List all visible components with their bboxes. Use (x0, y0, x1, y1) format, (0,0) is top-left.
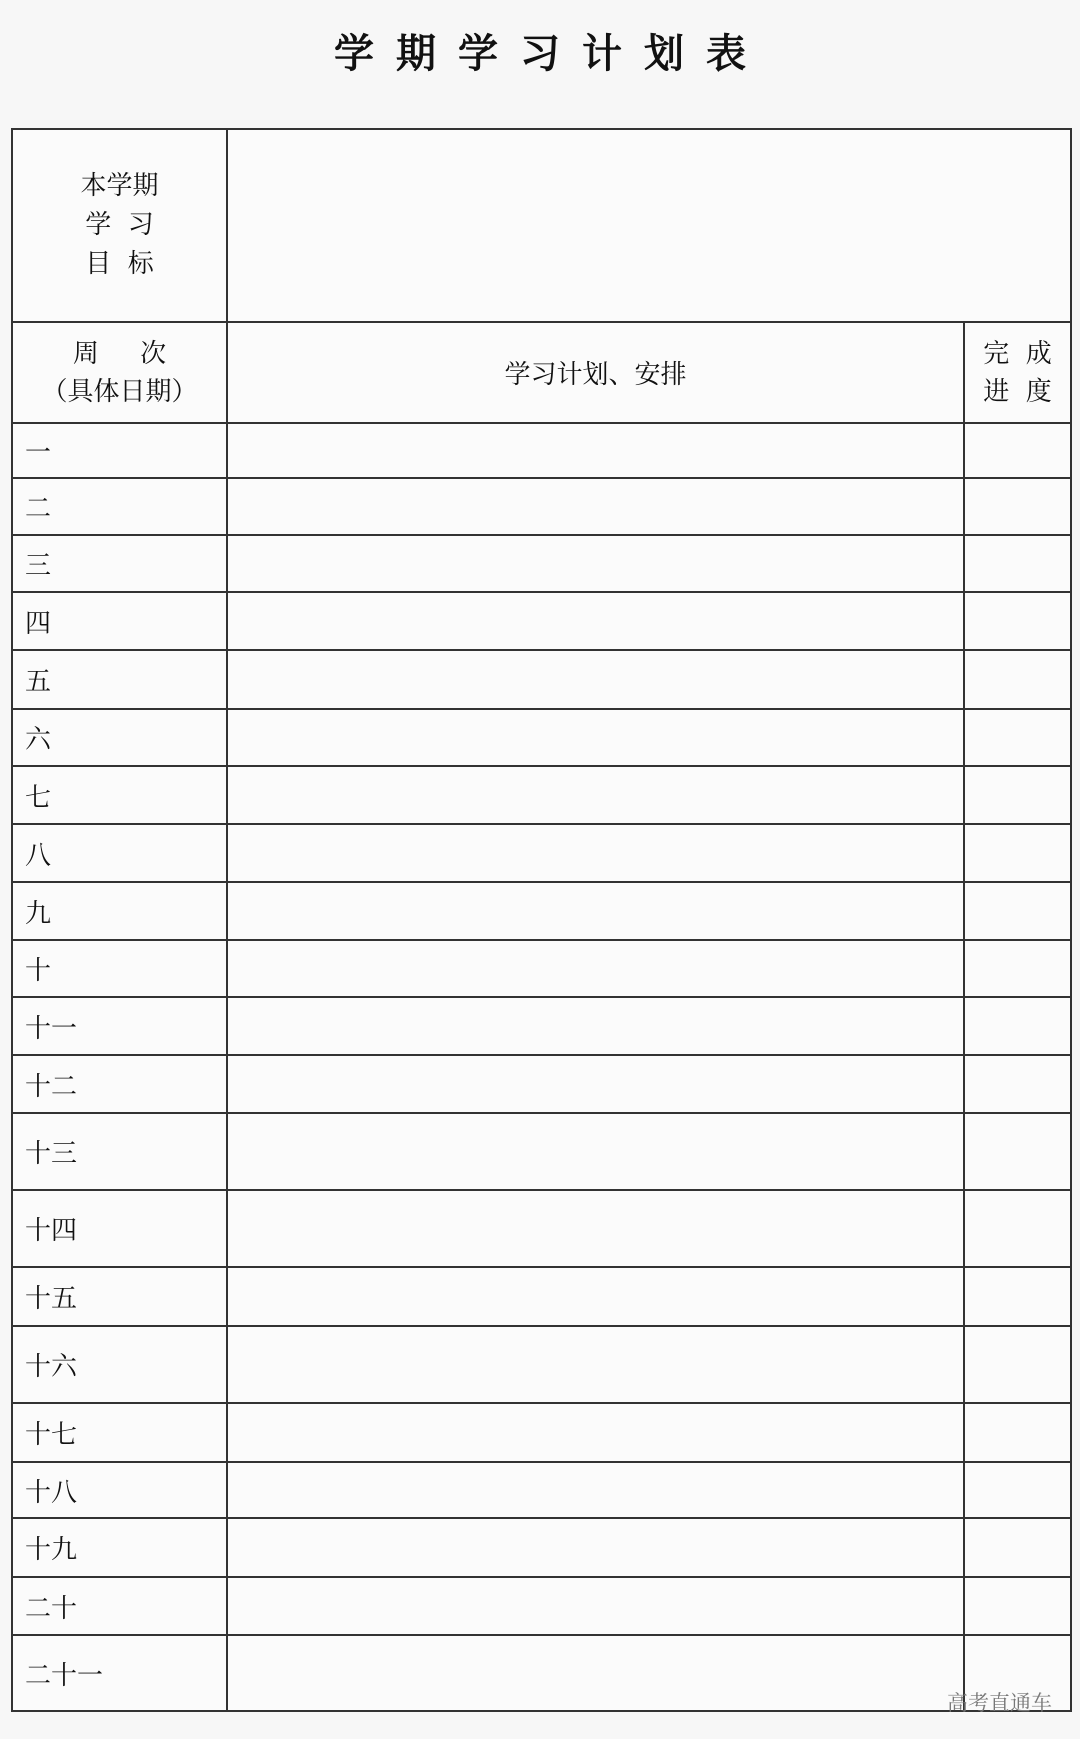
progress-header-cell (964, 322, 1071, 423)
week-progress-cell[interactable] (964, 650, 1071, 709)
study-plan-table (11, 128, 1072, 1712)
plan-header-cell: 学习计划、安排 (227, 322, 964, 423)
week-plan-cell[interactable] (227, 423, 964, 478)
week-plan-cell[interactable] (227, 1055, 964, 1113)
week-number-cell: 二十一 (12, 1635, 227, 1711)
week-progress-cell[interactable] (964, 882, 1071, 940)
week-number-cell: 九 (12, 882, 227, 940)
week-plan-cell[interactable] (227, 709, 964, 766)
week-number-cell: 十三 (12, 1113, 227, 1190)
week-row (12, 1267, 1071, 1326)
week-row (12, 1190, 1071, 1267)
week-number-cell: 二十 (12, 1577, 227, 1635)
week-header-line-2: （具体日期） (41, 376, 198, 407)
page-title: 学期学习计划表 (334, 30, 768, 77)
watermark-text: 高考直通车 (947, 1691, 1052, 1715)
week-number-cell: 四 (12, 592, 227, 650)
week-number-cell: 六 (12, 709, 227, 766)
week-progress-cell[interactable] (964, 1190, 1071, 1267)
week-row (12, 709, 1071, 766)
week-plan-cell[interactable] (227, 997, 964, 1055)
week-row (12, 478, 1071, 535)
week-row (12, 824, 1071, 882)
week-row (12, 423, 1071, 478)
week-plan-cell[interactable] (227, 1190, 964, 1267)
week-row (12, 997, 1071, 1055)
week-progress-cell[interactable] (964, 1462, 1071, 1518)
week-progress-cell[interactable] (964, 824, 1071, 882)
week-row (12, 882, 1071, 940)
week-progress-cell[interactable] (964, 1113, 1071, 1190)
week-number-cell: 七 (12, 766, 227, 824)
week-row (12, 650, 1071, 709)
week-row (12, 592, 1071, 650)
week-plan-cell[interactable] (227, 1635, 964, 1711)
week-row (12, 940, 1071, 997)
week-row (12, 1403, 1071, 1462)
week-progress-cell[interactable] (964, 940, 1071, 997)
week-plan-cell[interactable] (227, 592, 964, 650)
week-number-cell: 十四 (12, 1190, 227, 1267)
week-progress-cell[interactable] (964, 478, 1071, 535)
week-number-cell: 十五 (12, 1267, 227, 1326)
week-plan-cell[interactable] (227, 1267, 964, 1326)
week-progress-cell[interactable] (964, 423, 1071, 478)
week-progress-cell[interactable] (964, 1518, 1071, 1577)
progress-header-line-1: 完 成 (983, 338, 1052, 369)
week-progress-cell[interactable] (964, 1267, 1071, 1326)
goal-label-line-3: 目 标 (85, 249, 154, 279)
week-number-cell: 三 (12, 535, 227, 592)
week-plan-cell[interactable] (227, 882, 964, 940)
week-plan-cell[interactable] (227, 650, 964, 709)
week-row (12, 1462, 1071, 1518)
week-number-cell: 五 (12, 650, 227, 709)
week-row (12, 535, 1071, 592)
week-plan-cell[interactable] (227, 1518, 964, 1577)
week-plan-cell[interactable] (227, 940, 964, 997)
week-plan-cell[interactable] (227, 535, 964, 592)
week-number-cell: 十 (12, 940, 227, 997)
week-plan-cell[interactable] (227, 766, 964, 824)
week-plan-cell[interactable] (227, 478, 964, 535)
goal-label-line-1: 本学期 (80, 171, 159, 201)
week-number-cell: 十九 (12, 1518, 227, 1577)
progress-header-line-2: 进 度 (983, 376, 1052, 407)
goal-input-cell[interactable] (227, 129, 1071, 322)
week-row (12, 1055, 1071, 1113)
week-progress-cell[interactable] (964, 1326, 1071, 1403)
week-header-cell (12, 322, 227, 423)
week-progress-cell[interactable] (964, 592, 1071, 650)
week-row (12, 1113, 1071, 1190)
week-number-cell: 十一 (12, 997, 227, 1055)
week-plan-cell[interactable] (227, 1403, 964, 1462)
week-number-cell: 十八 (12, 1462, 227, 1518)
week-progress-cell[interactable] (964, 1403, 1071, 1462)
header-row (12, 322, 1071, 423)
week-number-cell: 八 (12, 824, 227, 882)
week-plan-cell[interactable] (227, 1577, 964, 1635)
week-progress-cell[interactable] (964, 1577, 1071, 1635)
week-number-cell: 十六 (12, 1326, 227, 1403)
week-plan-cell[interactable] (227, 1113, 964, 1190)
goal-row (12, 129, 1071, 322)
goal-label-cell (12, 129, 227, 322)
goal-label-line-2: 学 习 (85, 210, 154, 240)
week-progress-cell[interactable] (964, 1055, 1071, 1113)
week-plan-cell[interactable] (227, 824, 964, 882)
week-plan-cell[interactable] (227, 1326, 964, 1403)
week-header-line-1: 周 次 (72, 338, 167, 369)
week-plan-cell[interactable] (227, 1462, 964, 1518)
week-progress-cell[interactable] (964, 997, 1071, 1055)
week-progress-cell[interactable] (964, 709, 1071, 766)
week-number-cell: 一 (12, 423, 227, 478)
week-row (12, 1326, 1071, 1403)
week-number-cell: 十七 (12, 1403, 227, 1462)
week-row (12, 766, 1071, 824)
week-progress-cell[interactable] (964, 766, 1071, 824)
week-number-cell: 二 (12, 478, 227, 535)
week-row (12, 1518, 1071, 1577)
week-row (12, 1577, 1071, 1635)
week-progress-cell[interactable] (964, 535, 1071, 592)
week-row (12, 1635, 1071, 1711)
week-number-cell: 十二 (12, 1055, 227, 1113)
